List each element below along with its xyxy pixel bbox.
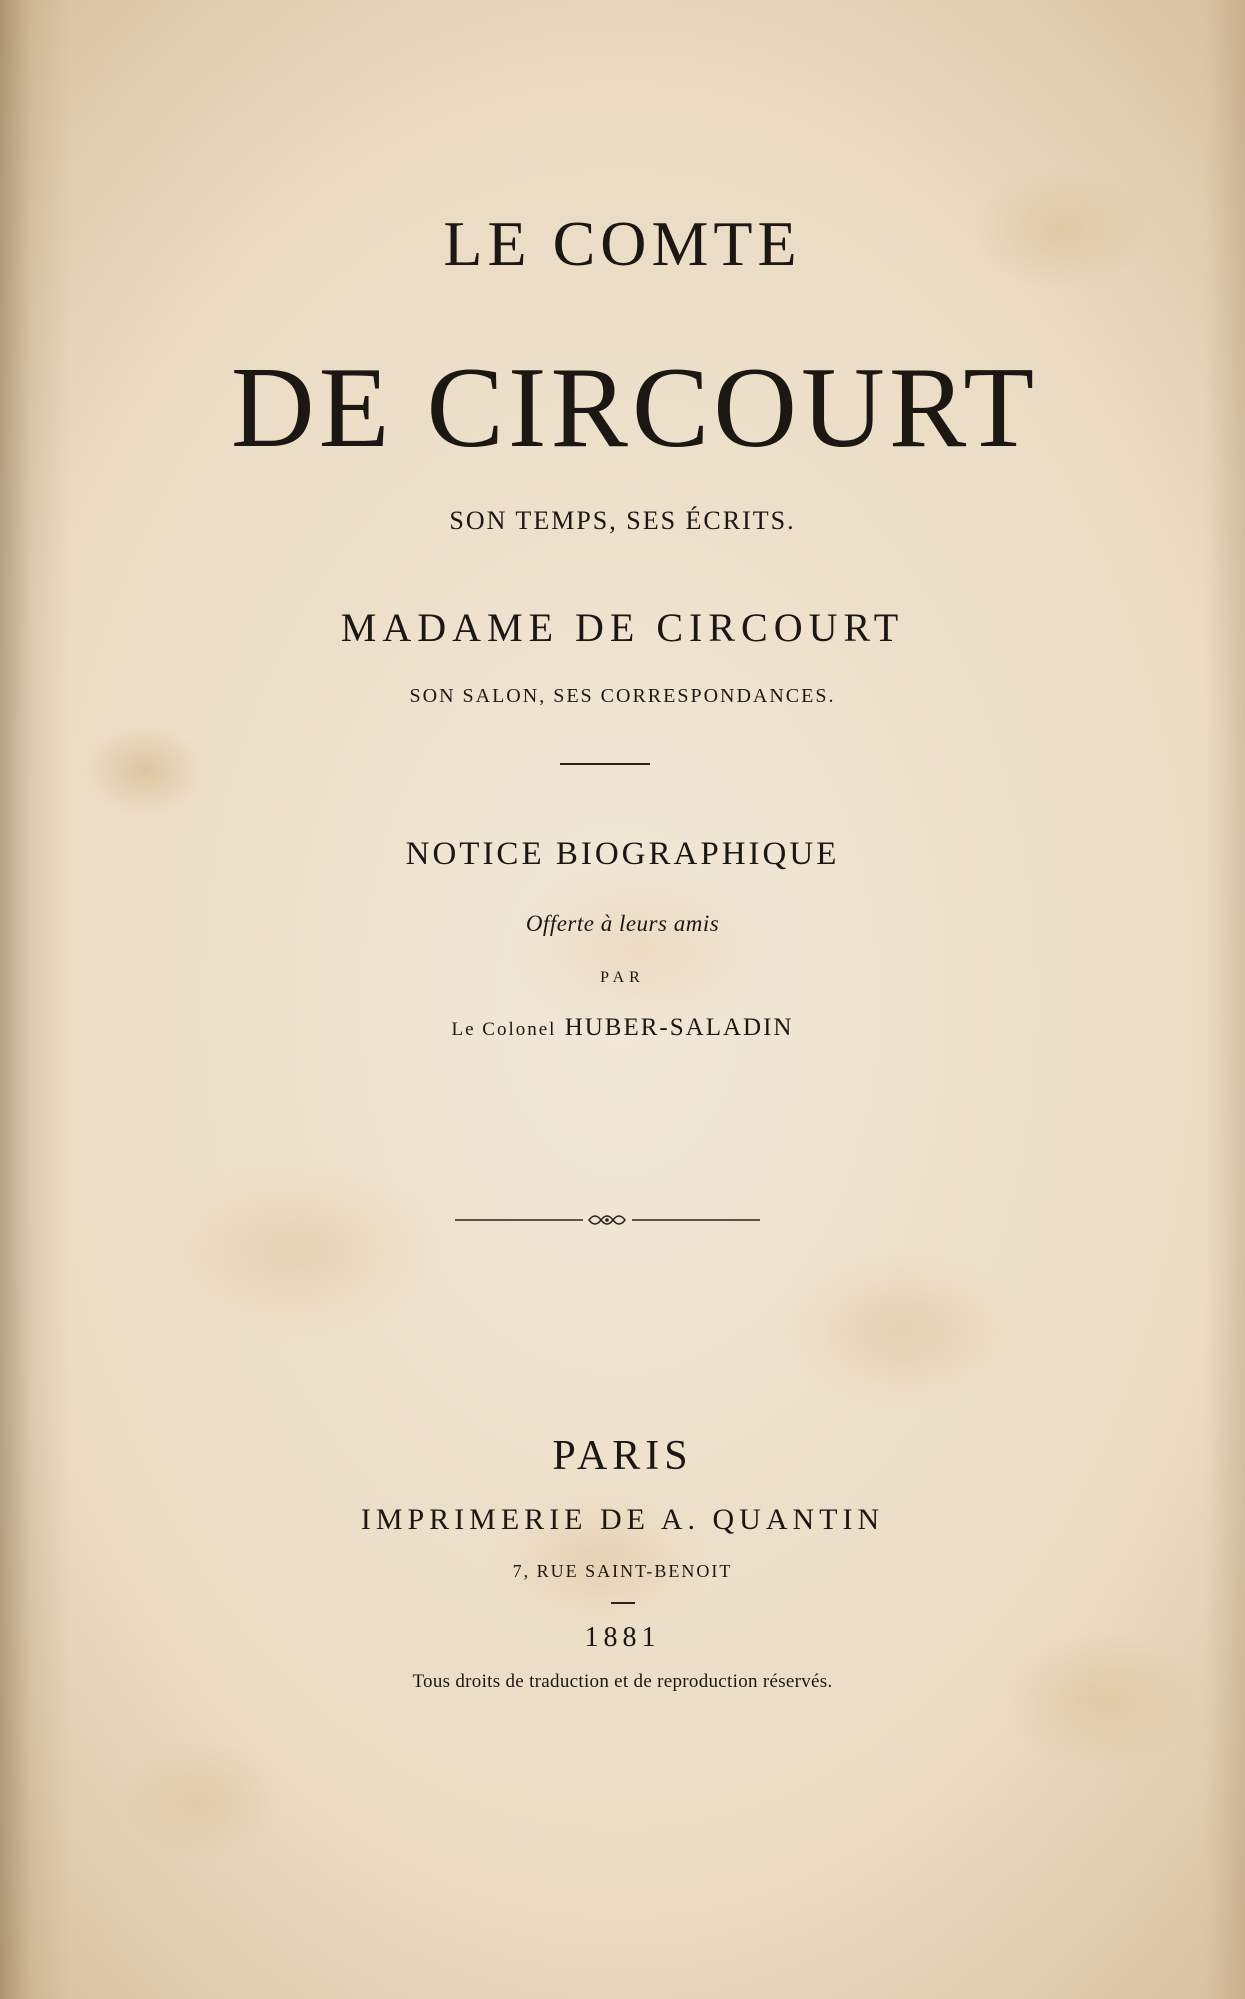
title-main: DE CIRCOURT	[230, 344, 1039, 472]
imprint-city: PARIS	[552, 1433, 693, 1479]
imprint-address: 7, RUE SAINT-BENOIT	[512, 1561, 733, 1581]
binding-gutter-shadow	[0, 0, 70, 1999]
ornament-divider-icon	[455, 1210, 760, 1230]
dedication-line: Offerte à leurs amis	[525, 911, 720, 936]
divider-rule	[560, 763, 650, 765]
par-line: PAR	[600, 969, 645, 986]
page-edge-shadow	[1205, 0, 1245, 1999]
author-name: HUBER-SALADIN	[564, 1014, 794, 1041]
short-rule	[611, 1602, 635, 1604]
subtitle-son-salon: SON SALON, SES CORRESPONDANCES.	[409, 685, 836, 707]
imprint-year: 1881	[584, 1622, 661, 1653]
title-line-le-comte: LE COMTE	[443, 208, 802, 279]
subtitle-son-temps: SON TEMPS, SES ÉCRITS.	[449, 506, 796, 535]
author-line	[0, 1015, 1245, 1040]
notice-heading: NOTICE BIOGRAPHIQUE	[405, 836, 840, 872]
author-prefix: Le Colonel	[451, 1019, 557, 1040]
imprint-printer: IMPRIMERIE DE A. QUANTIN	[360, 1503, 885, 1536]
title-madame: MADAME DE CIRCOURT	[340, 605, 905, 650]
rights-notice: Tous droits de traduction et de reproduction réservés.	[412, 1671, 833, 1692]
